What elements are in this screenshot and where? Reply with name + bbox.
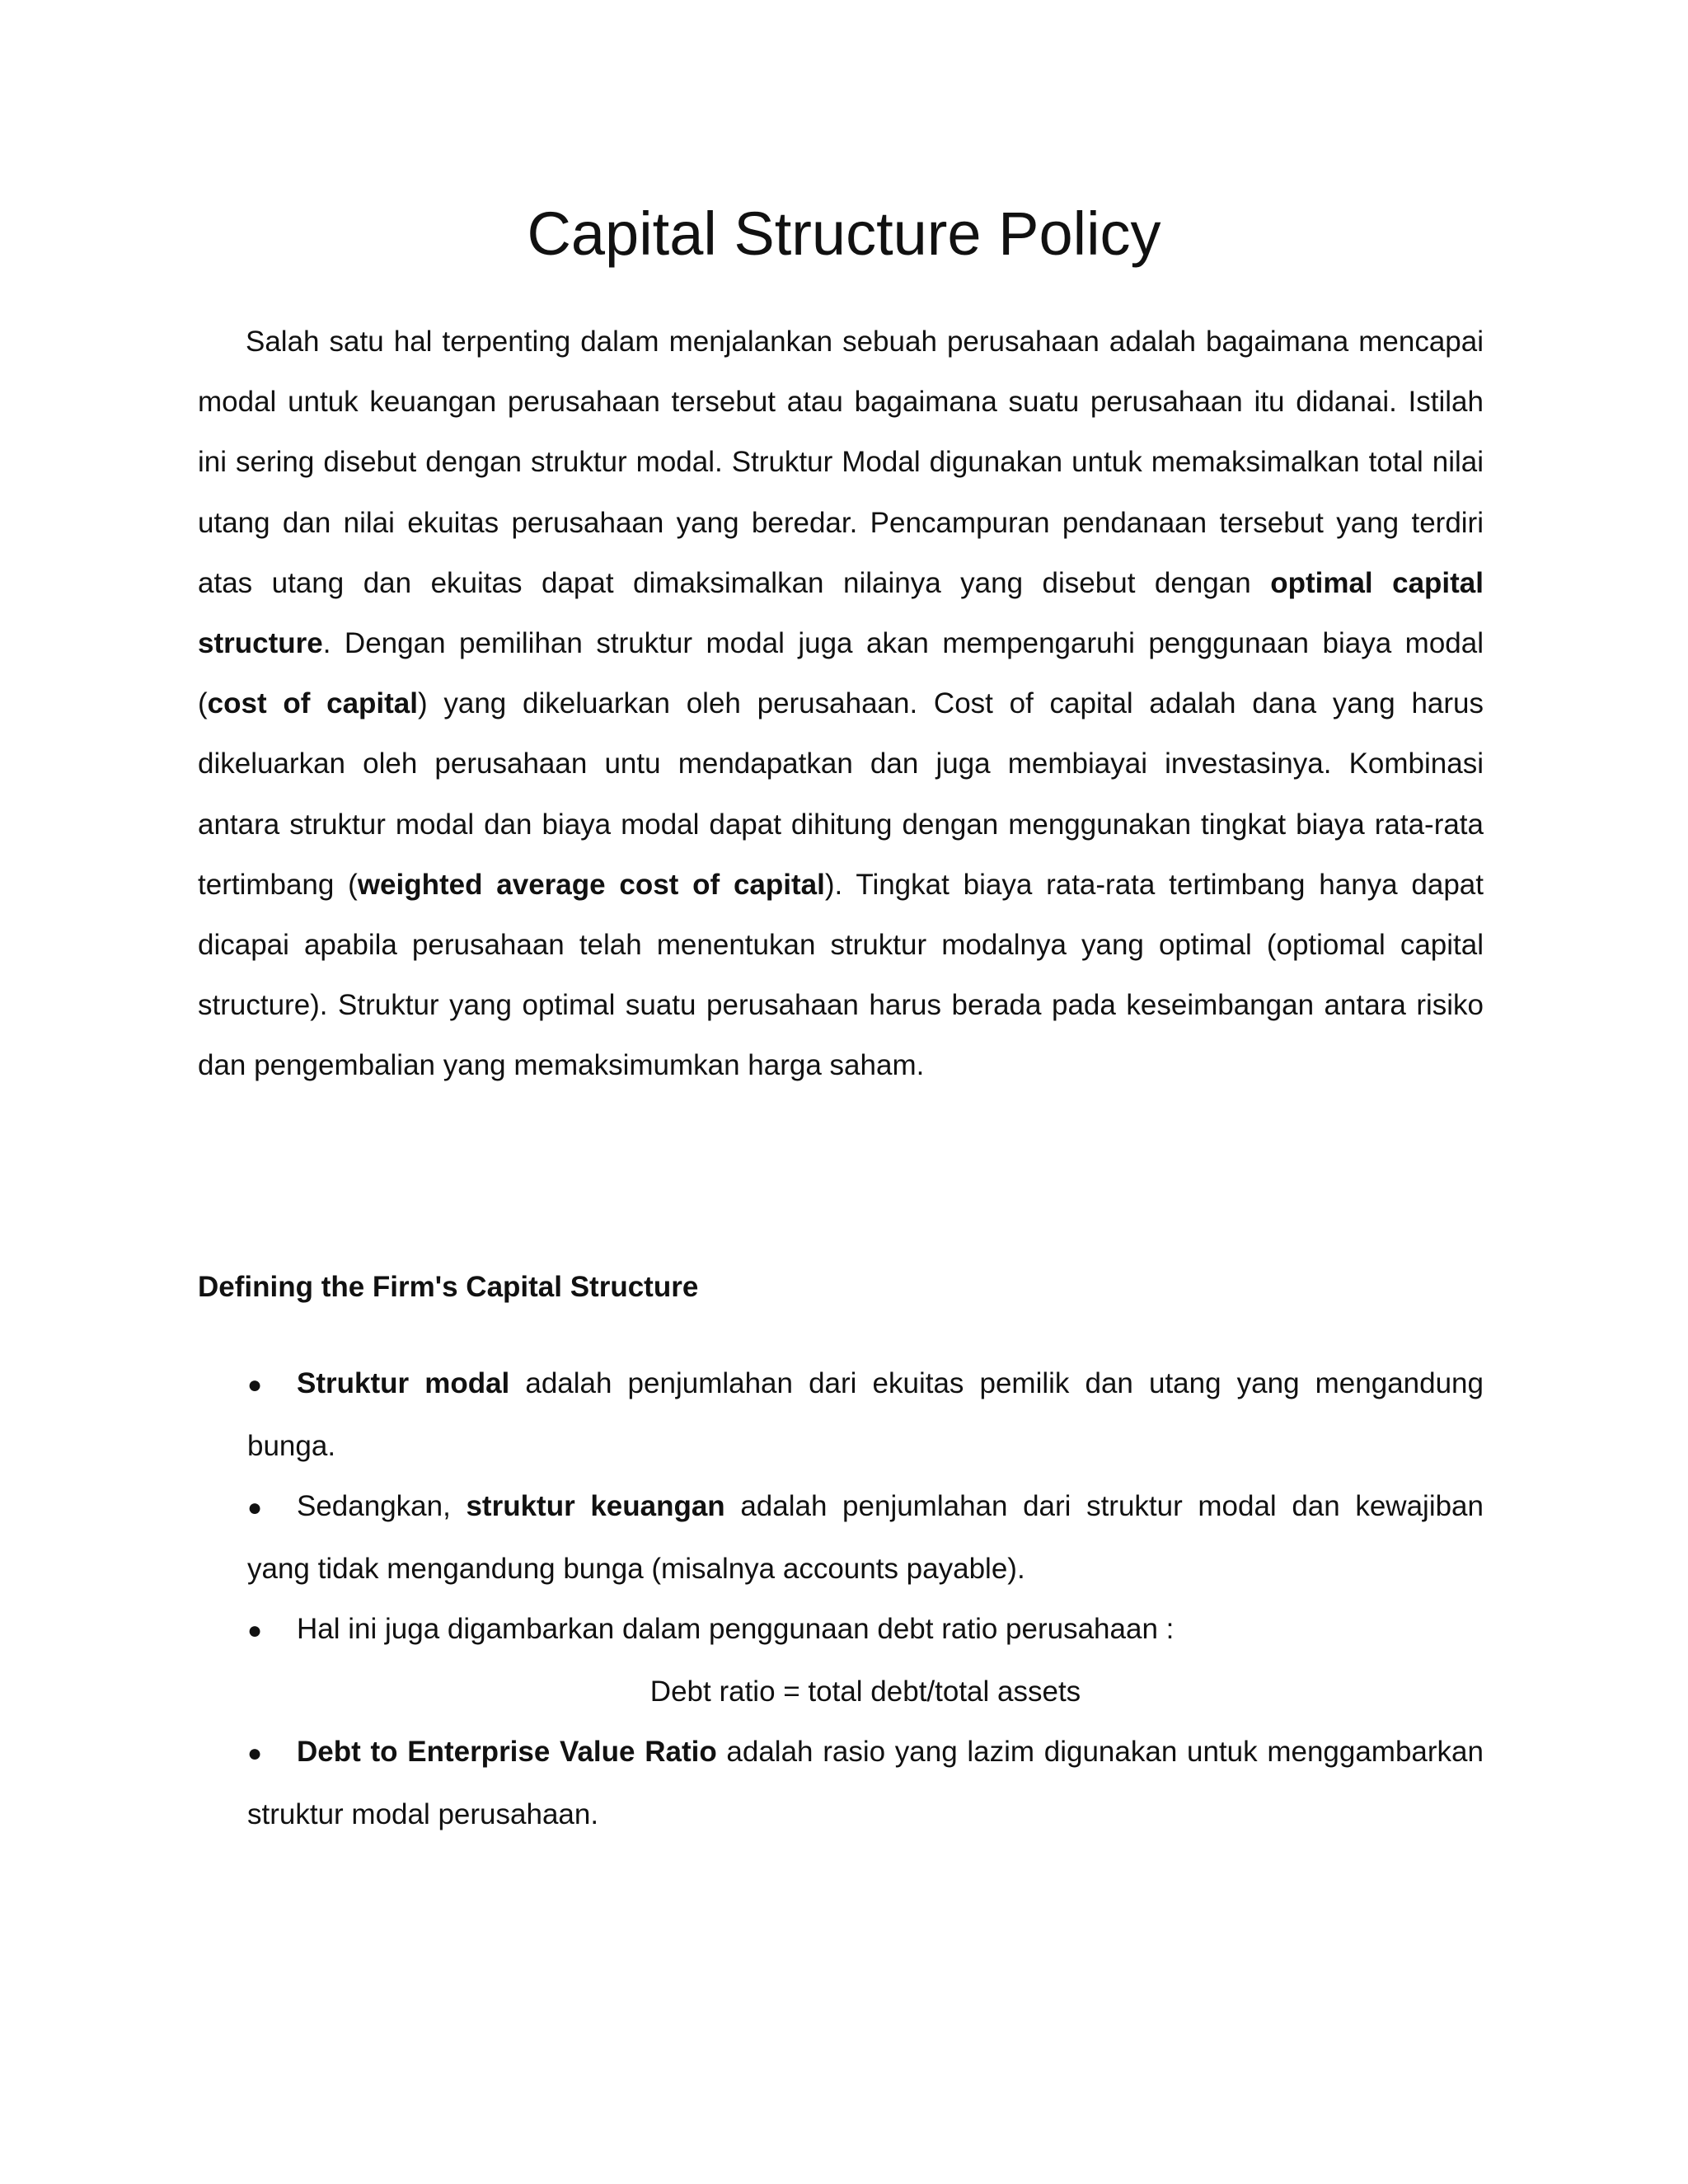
bullet-list: [247, 1353, 1484, 1844]
bullet-icon: ●: [247, 1494, 263, 1521]
intro-bold-cost-of-capital: cost of capital: [207, 687, 418, 720]
bullet-text: adalah penjumlahan dari ekuitas pemilik dan utang yang mengandung bunga.: [247, 1367, 1484, 1462]
intro-text-4: ). Tingkat biaya rata-rata tertimbang hanya dapat dicapai apabila perusahaan telah menentukan struktur modalnya yang optimal (optiomal capital structure). Struktur yang optimal suatu perusahaan harus berada pada keseimbangan antara risiko dan pengembalian yang memaksimumkan harga saham.: [198, 868, 1484, 1082]
bullet-item-struktur-keuangan: [247, 1476, 1484, 1599]
bullet-item-struktur-modal: [247, 1353, 1484, 1476]
intro-bold-wacc: weighted average cost of capital: [357, 868, 825, 901]
intro-text-2: . Dengan pemilihan struktur modal juga akan mempengaruhi penggunaan biaya modal (: [198, 627, 1484, 720]
bullet-item-debt-to-ev: [247, 1722, 1484, 1844]
bullet-lead: Sedangkan,: [297, 1490, 467, 1522]
debt-ratio-formula: Debt ratio = total debt/total assets: [649, 1675, 1081, 1708]
bullet-bold: Debt to Enterprise Value Ratio: [297, 1736, 717, 1768]
bullet-text: adalah penjumlahan dari struktur modal dan kewajiban yang tidak mengandung bunga (misalnya accounts payable).: [247, 1490, 1484, 1585]
bullet-lead: Hal ini juga digambarkan dalam penggunaan debt ratio perusahaan :: [297, 1613, 1175, 1645]
bullet-item-debt-ratio: [247, 1599, 1484, 1661]
intro-text-3: ) yang dikeluarkan oleh perusahaan. Cost of capital adalah dana yang harus dikeluarkan oleh perusahaan untu mendapatkan dan juga membiayai investasinya. Kombinasi antara struktur modal dan biaya modal dapat dihitung dengan menggunakan tingkat biaya rata-rata tertimbang (: [198, 687, 1484, 901]
section-heading: Defining the Firm's Capital Structure: [198, 1271, 699, 1303]
bullet-icon: ●: [247, 1617, 263, 1644]
page-title: Capital Structure Policy: [527, 199, 1161, 268]
intro-paragraph: [198, 312, 1484, 1096]
bullet-icon: ●: [247, 1371, 263, 1399]
bullet-icon: ●: [247, 1740, 263, 1767]
bullet-bold: Struktur modal: [297, 1367, 510, 1399]
bullet-text: adalah rasio yang lazim digunakan untuk menggambarkan struktur modal perusahaan.: [247, 1736, 1484, 1830]
bullet-bold: struktur keuangan: [466, 1490, 725, 1522]
intro-bold-optimal-capital-structure: optimal capital structure: [198, 566, 1484, 660]
intro-text-1: Salah satu hal terpenting dalam menjalankan sebuah perusahaan adalah bagaimana mencapai modal untuk keuangan perusahaan tersebut atau bagaimana suatu perusahaan itu didanai. Istilah ini sering disebut dengan struktur modal. Struktur Modal digunakan untuk memaksimalkan total nilai utang dan nilai ekuitas perusahaan yang beredar. Pencampuran pendanaan tersebut yang terdiri atas utang dan ekuitas dapat dimaksimalkan nilainya yang disebut dengan: [198, 326, 1484, 599]
